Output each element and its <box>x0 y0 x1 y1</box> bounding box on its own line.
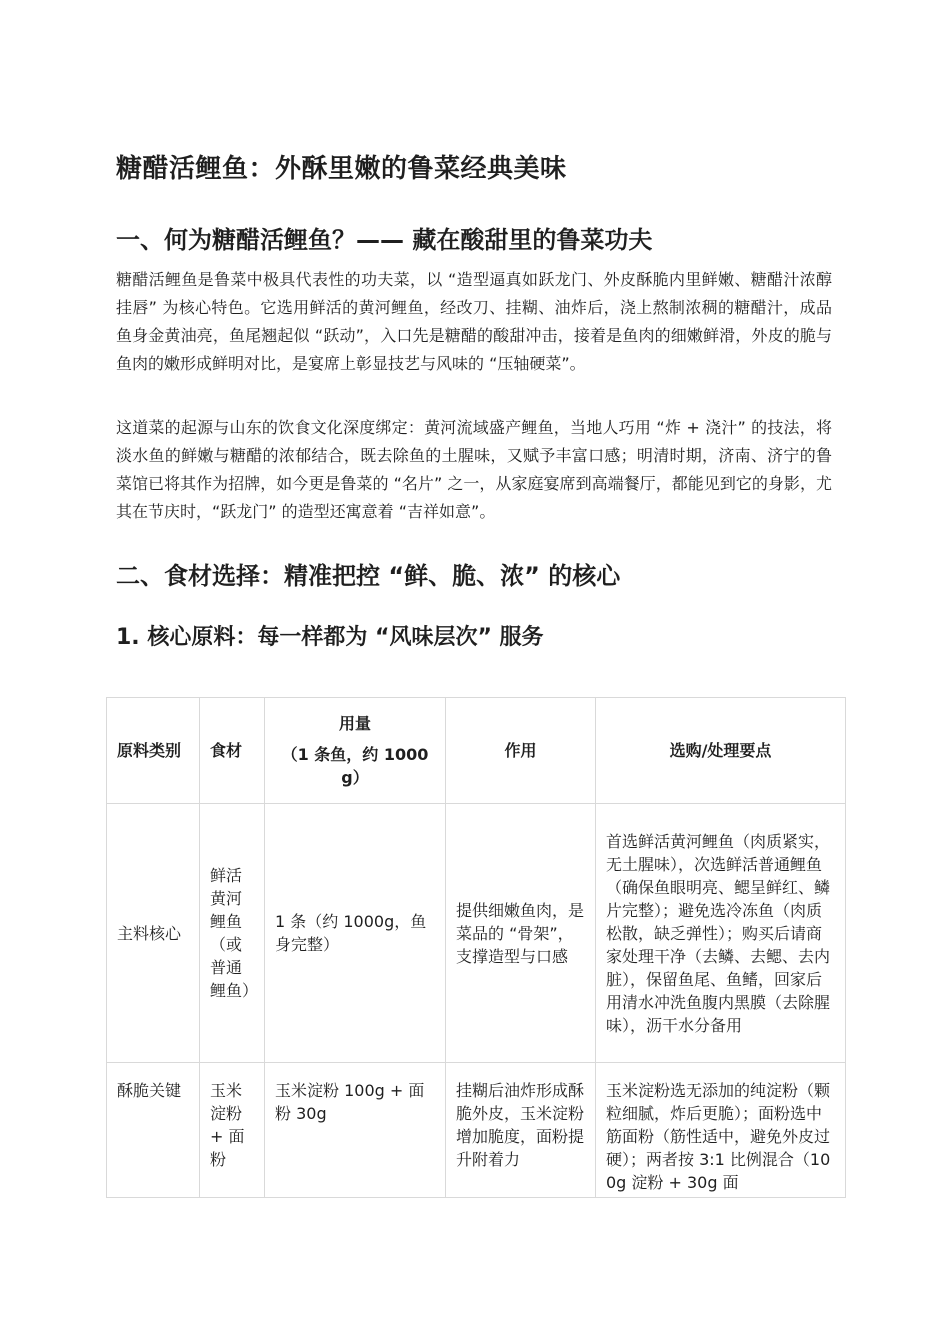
section-1-heading: 一、何为糖醋活鲤鱼？—— 藏在酸甜里的鲁菜功夫 <box>116 226 653 254</box>
cell-function: 提供细嫩鱼肉，是菜品的 “骨架”，支撑造型与口感 <box>446 804 596 1063</box>
table-header-row <box>107 698 846 804</box>
header-amount <box>265 698 446 804</box>
section-2-heading: 二、食材选择：精准把控 “鲜、脆、浓” 的核心 <box>116 562 621 590</box>
section-1-paragraph-1: 糖醋活鲤鱼是鲁菜中极具代表性的功夫菜，以 “造型逼真如跃龙门、外皮酥脆内里鲜嫩、糖醋汁浓醇挂唇” 为核心特色。它选用鲜活的黄河鲤鱼，经改刀、挂糊、油炸后，浇上熬制浓稠的糖醋汁，成品鱼身金黄油亮，鱼尾翘起似 “跃动”，入口先是糖醋的酸甜冲击，接着是鱼肉的细嫩鲜滑，外皮的脆与鱼肉的嫩形成鲜明对比，是宴席上彰显技艺与风味的 “压轴硬菜”。 <box>116 270 832 373</box>
page-title: 糖醋活鲤鱼：外酥里嫩的鲁菜经典美味 <box>116 154 567 184</box>
header-category: 原料类别 <box>107 698 200 804</box>
cell-function: 挂糊后油炸形成酥脆外皮，玉米淀粉增加脆度，面粉提升附着力 <box>446 1063 596 1198</box>
cell-amount: 玉米淀粉 100g + 面粉 30g <box>265 1063 446 1198</box>
cell-tips-text: 玉米淀粉选无添加的纯淀粉（颗粒细腻，炸后更脆）；面粉选中筋面粉（筋性适中，避免外皮过硬）；两者按 3:1 比例混合（100g 淀粉 + 30g 面 <box>606 1081 831 1192</box>
cell-ingredient: 鲜活黄河鲤鱼（或普通鲤鱼） <box>200 804 265 1063</box>
cell-amount: 1 条（约 1000g，鱼身完整） <box>265 804 446 1063</box>
ingredients-table <box>106 697 846 1198</box>
header-amount-note: （1 条鱼，约 1000g） <box>281 745 429 787</box>
table-row <box>107 804 846 1063</box>
cell-category: 主料核心 <box>107 804 200 1063</box>
section-2-subheading: 1. 核心原料：每一样都为 “风味层次” 服务 <box>116 625 544 650</box>
section-1-paragraph-2: 这道菜的起源与山东的饮食文化深度绑定：黄河流域盛产鲤鱼，当地人巧用 “炸 + 浇汁” 的技法，将淡水鱼的鲜嫩与糖醋的浓郁结合，既去除鱼的土腥味，又赋予丰富口感；明清时期，济南、济宁的鲁菜馆已将其作为招牌，如今更是鲁菜的 “名片” 之一，从家庭宴席到高端餐厅，都能见到它的身影，尤其在节庆时，“跃龙门” 的造型还寓意着 “吉祥如意”。 <box>116 418 832 521</box>
cell-category: 酥脆关键 <box>107 1063 200 1198</box>
table-row <box>107 1063 846 1198</box>
cell-ingredient: 玉米淀粉 + 面粉 <box>200 1063 265 1198</box>
header-amount-label: 用量 <box>338 714 371 733</box>
header-function: 作用 <box>446 698 596 804</box>
cell-tips <box>596 1063 846 1198</box>
cell-tips: 首选鲜活黄河鲤鱼（肉质紧实，无土腥味），次选鲜活普通鲤鱼（确保鱼眼明亮、鳃呈鲜红、鳞片完整）；避免选冷冻鱼（肉质松散，缺乏弹性）；购买后请商家处理干净（去鳞、去鳃、去内脏），保留鱼尾、鱼鳍，回家后用清水冲洗鱼腹内黑膜（去除腥味），沥干水分备用 <box>596 804 846 1063</box>
header-tips: 选购/处理要点 <box>596 698 846 804</box>
header-ingredient: 食材 <box>200 698 265 804</box>
